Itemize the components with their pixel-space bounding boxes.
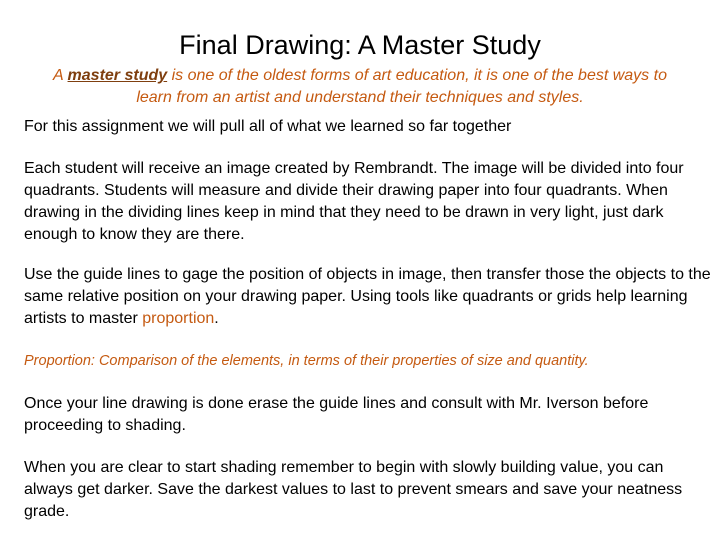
paragraph-shading: When you are clear to start shading remember to begin with slowly building value, you can always get darker. Save the darkest values to last to prevent smears and save your neatness grade. [24, 459, 683, 520]
paragraph-quadrants: Each student will receive an image created by Rembrandt. The image will be divided into four quadrants. Students will measure and divide their drawing paper into four quadrants. When drawing in the dividing lines keep in mind that they need to be drawn in very light, just dark enough to know they are there. [24, 160, 684, 243]
paragraph-guide-lines [24, 264, 714, 330]
guide-lines-text: Use the guide lines to gage the position of objects in image, then transfer those the objects to the same relative position on your drawing paper. Using tools like quadrants or grids help learning artists to master [24, 266, 711, 327]
definition-term: Proportion [24, 353, 91, 369]
intro-paragraph [40, 65, 680, 109]
paragraph-erase-guidelines: Once your line drawing is done erase the guide lines and consult with Mr. Iverson before proceeding to shading. [24, 395, 649, 434]
slide-title: Final Drawing: A Master Study [179, 30, 541, 60]
proportion-definition [24, 350, 714, 372]
intro-prefix: A [53, 67, 68, 84]
intro-text: is one of the oldest forms of art education, it is one of the best ways to learn from an artist and understand their techniques and styles. [136, 67, 667, 106]
paragraph-assignment: For this assignment we will pull all of what we learned so far together [24, 118, 512, 135]
proportion-highlight: proportion [142, 310, 215, 327]
intro-term: master study [67, 67, 168, 84]
definition-text: : Comparison of the elements, in terms of their properties of size and quantity. [90, 353, 589, 369]
guide-lines-end: . [214, 310, 219, 327]
